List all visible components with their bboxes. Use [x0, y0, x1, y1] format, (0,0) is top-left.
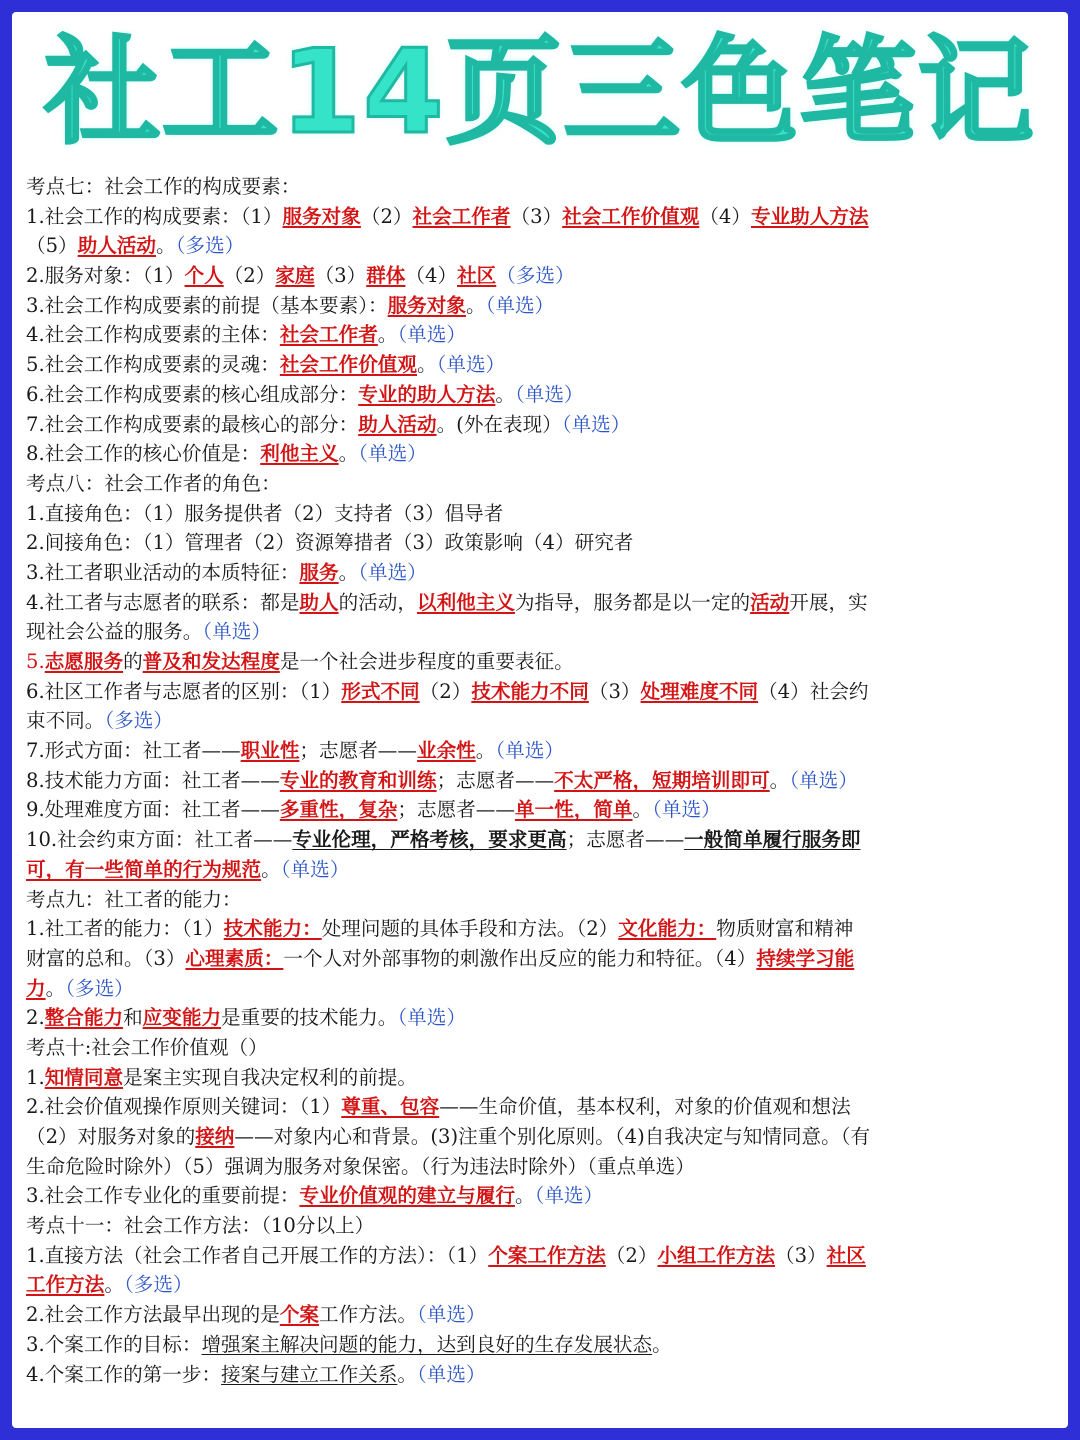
note-line	[26, 677, 1056, 707]
question-type-tag: （单选）	[534, 1184, 604, 1208]
note-text: 1.社会工作的构成要素：（1）	[26, 204, 283, 228]
key-term: 专业助人方法	[750, 204, 869, 228]
note-line	[26, 1092, 1056, 1122]
key-term: 业余性	[416, 739, 476, 763]
note-text: ；志愿者——	[299, 739, 417, 763]
note-line	[26, 558, 1056, 588]
key-term: 文化能力：	[618, 917, 717, 941]
key-term: 多重性，复杂	[279, 798, 398, 822]
note-text: （3）	[314, 264, 367, 288]
question-type-tag: （单选）	[416, 1362, 486, 1386]
note-text: 2.间接角色：（1）管理者（2）资源筹措者（3）政策影响（4）研究者	[26, 531, 634, 555]
note-text: 8.社会工作的核心价值是：	[26, 442, 261, 466]
key-term: 社区	[826, 1243, 866, 1267]
note-text: ；志愿者——	[397, 798, 515, 822]
note-text: ——生命价值，基本权利，对象的价值观和想法	[439, 1095, 851, 1119]
note-text: ；志愿者——	[436, 768, 555, 792]
note-text: 1.直接方法（社会工作者自己开展工作的方法）：（1）	[26, 1243, 489, 1267]
key-term: 职业性	[240, 739, 300, 763]
key-term: 持续学习能	[756, 946, 855, 970]
note-text: 是案主实现自我决定权利的前提。	[123, 1065, 417, 1089]
note-line	[26, 380, 1056, 410]
note-text: （4）社会约	[758, 679, 869, 703]
note-line	[26, 439, 1056, 469]
note-line	[26, 1063, 1056, 1093]
question-type-tag: （单选）	[202, 620, 271, 644]
note-line	[26, 855, 1056, 885]
note-text: 。	[632, 798, 653, 822]
question-type-tag: （多选）	[496, 264, 575, 288]
note-text: 3.个案工作的目标：	[26, 1332, 202, 1356]
question-type-tag: （多选）	[65, 976, 134, 1000]
note-text: 9.处理难度方面：社工者——	[26, 798, 280, 822]
key-term: 接纳	[195, 1125, 235, 1148]
note-text: （2）对服务对象的	[26, 1125, 196, 1148]
note-text: 6.社会工作构成要素的核心组成部分：	[26, 382, 359, 406]
note-line	[26, 320, 1056, 350]
question-type-tag: （多选）	[123, 1273, 193, 1297]
key-term: 5.	[26, 650, 45, 673]
key-term: 专业的教育和训练	[279, 768, 437, 792]
heading-text: 考点十一：社会工作方法：（10分以上）	[26, 1214, 375, 1238]
note-line	[26, 1181, 1056, 1211]
note-line	[26, 1122, 1056, 1152]
note-text: 财富的总和。（3）	[26, 946, 186, 970]
key-term: 以利他主义	[416, 590, 515, 614]
note-line	[26, 974, 1056, 1004]
key-term: 个案	[279, 1303, 320, 1327]
question-type-tag: （单选）	[358, 560, 427, 584]
note-text: 。	[416, 353, 437, 377]
note-line	[26, 588, 1056, 618]
note-text: 的活动，	[338, 590, 417, 614]
key-term: 助人活动	[77, 234, 157, 258]
note-text: （5）	[26, 234, 78, 258]
key-term: 技术能力：	[223, 917, 322, 941]
note-text: 。	[261, 857, 281, 881]
key-term: 助人活动	[358, 412, 437, 436]
note-line	[26, 231, 1056, 261]
heading-text: 考点十:社会工作价值观（）	[26, 1035, 268, 1059]
note-line	[26, 1003, 1056, 1033]
note-text: 6.社区工作者与志愿者的区别：（1）	[26, 679, 342, 703]
note-text: 5.社会工作构成要素的灵魂：	[26, 353, 280, 377]
section-heading	[26, 172, 1056, 202]
question-type-tag: （单选）	[358, 442, 427, 466]
note-line	[26, 647, 1056, 677]
note-text: 。(外在表现）	[436, 412, 562, 436]
key-term: 助人	[299, 590, 339, 614]
underlined-text: 增强案主解决问题的能力，达到良好的生存发展状态	[201, 1332, 653, 1356]
notes-body	[26, 172, 1056, 1389]
key-term: 社区	[457, 264, 497, 288]
note-line	[26, 410, 1056, 440]
key-term: 个案工作方法	[488, 1243, 606, 1267]
key-term: 应变能力	[142, 1006, 222, 1030]
key-term: 知情同意	[44, 1065, 124, 1089]
key-term: 形式不同	[341, 679, 420, 703]
key-term: 可，有一些简单的行为规范	[26, 857, 262, 881]
section-heading	[26, 1033, 1056, 1063]
note-text: 2.服务对象：（1）	[26, 264, 185, 288]
page-title: 社工14页三色笔记	[44, 25, 1036, 160]
key-term: 普及和发达程度	[142, 650, 280, 673]
note-text: （2）	[419, 679, 472, 703]
note-line	[26, 528, 1056, 558]
key-term: 处理难度不同	[640, 679, 759, 703]
key-term: 社会工作者	[412, 204, 511, 228]
note-line	[26, 291, 1056, 321]
key-term: 社会工作价值观	[279, 353, 417, 377]
note-text: 1.	[26, 1065, 45, 1089]
note-text: 是一个社会进步程度的重要表征。	[279, 650, 574, 673]
note-line	[26, 795, 1056, 825]
note-text: （2）	[360, 204, 413, 228]
note-text: 2.社会工作方法最早出现的是	[26, 1303, 280, 1327]
key-term: 尊重、包容	[341, 1095, 440, 1119]
question-type-tag: （多选）	[104, 709, 173, 733]
key-term: 心理素质：	[185, 946, 284, 970]
note-text: 7.社会工作构成要素的最核心的部分：	[26, 412, 359, 436]
question-type-tag: （单选）	[652, 798, 721, 822]
note-text: 。	[377, 323, 398, 347]
note-text: 。	[652, 1332, 672, 1356]
note-text: 3.社工者职业活动的本质特征：	[26, 560, 300, 584]
note-text: 处理问题的具体手段和方法。（2）	[321, 917, 619, 941]
question-type-tag: （单选）	[416, 1303, 486, 1327]
note-text: 是重要的技术能力。	[221, 1006, 398, 1030]
note-text: 。	[338, 560, 359, 584]
underlined-text: 一般简单履行服务即	[684, 828, 861, 852]
key-term: 服务对象	[282, 204, 361, 228]
note-text: ；志愿者——	[566, 828, 685, 852]
note-line	[26, 499, 1056, 529]
key-term: 社会工作者	[279, 323, 378, 347]
question-type-tag: （多选）	[175, 234, 245, 258]
note-text: （2）	[605, 1243, 658, 1267]
key-term: 工作方法	[26, 1273, 105, 1297]
note-text: 4.社会工作构成要素的主体：	[26, 323, 280, 347]
note-text: 的	[123, 650, 143, 673]
note-text: 1.直接角色：（1）服务提供者（2）支持者（3）倡导者	[26, 501, 504, 525]
key-term: 志愿服务	[44, 650, 124, 673]
note-line	[26, 1360, 1056, 1390]
note-text: 。	[495, 382, 515, 406]
key-term: 群体	[366, 264, 406, 288]
note-line	[26, 825, 1056, 855]
question-type-tag: （单选）	[789, 768, 858, 792]
note-text: 。	[397, 1362, 417, 1386]
note-text: 1.社工者的能力：（1）	[26, 917, 224, 941]
note-line	[26, 736, 1056, 766]
note-text: 7.形式方面：社工者——	[26, 739, 241, 763]
note-line	[26, 1300, 1056, 1330]
note-text: 。	[769, 768, 790, 792]
question-type-tag: （单选）	[561, 412, 631, 436]
question-type-tag: （单选）	[436, 353, 506, 377]
note-text: 。	[475, 739, 496, 763]
note-text: （4）	[405, 264, 458, 288]
note-text: ——对象内心和背景。(3)注重个别化原则。（4)自我决定与知情同意。（有	[234, 1125, 871, 1148]
note-text: 。	[465, 293, 486, 317]
note-line	[26, 1330, 1056, 1360]
key-term: 利他主义	[260, 442, 339, 466]
note-text: 。	[104, 1273, 124, 1297]
note-text: （2）	[223, 264, 276, 288]
heading-text: 考点九：社工者的能力：	[26, 887, 242, 911]
note-text: 束不同。	[26, 709, 105, 733]
key-term: 服务对象	[387, 293, 466, 317]
note-line	[26, 1152, 1056, 1182]
note-text: 为指导，服务都是以一定的	[514, 590, 751, 614]
note-text: 8.技术能力方面：社工者——	[26, 768, 280, 792]
key-term: 社会工作价值观	[562, 204, 700, 228]
note-line	[26, 766, 1056, 796]
note-text: （4）	[699, 204, 751, 228]
note-text: 3.社会工作构成要素的前提（基本要素）：	[26, 293, 388, 317]
note-text: 一个人对外部事物的刺激作出反应的能力和特征。（4）	[283, 946, 757, 970]
heading-text: 考点七：社会工作的构成要素：	[26, 175, 301, 198]
note-line	[26, 617, 1056, 647]
note-line	[26, 914, 1056, 944]
question-type-tag: （单选）	[397, 323, 466, 347]
underlined-text: 接案与建立工作关系	[221, 1362, 398, 1386]
note-text: 。	[156, 234, 176, 258]
key-term: 技术能力不同	[471, 679, 589, 703]
note-text: 。	[45, 976, 66, 1000]
key-term: 整合能力	[44, 1006, 124, 1030]
key-term: 活动	[750, 590, 790, 614]
note-line	[26, 1270, 1056, 1300]
note-text: 4.个案工作的第一步：	[26, 1362, 222, 1386]
note-line	[26, 944, 1056, 974]
note-line	[26, 350, 1056, 380]
note-page	[12, 12, 1068, 1428]
section-heading	[26, 885, 1056, 915]
section-heading	[26, 469, 1056, 499]
key-term: 力	[26, 976, 46, 1000]
note-text: 10.社会约束方面：社工者——	[26, 828, 293, 852]
note-text: 工作方法。	[319, 1303, 417, 1327]
note-text: （3）	[510, 204, 563, 228]
note-text: 开展，实	[789, 590, 868, 614]
note-text: 生命危险时除外）（5）强调为服务对象保密。（行为违法时除外）（重点单选）	[26, 1154, 695, 1178]
key-term: 家庭	[275, 264, 315, 288]
note-text: 。	[338, 442, 359, 466]
question-type-tag: （单选）	[514, 382, 584, 406]
question-type-tag: （单选）	[485, 293, 555, 317]
note-text: 和	[123, 1006, 143, 1030]
note-text: 3.社会工作专业化的重要前提：	[26, 1184, 300, 1208]
key-term: 服务	[299, 560, 339, 584]
key-term: 不太严格，短期培训即可	[554, 768, 770, 792]
question-type-tag: （单选）	[495, 739, 564, 763]
note-text: （3）	[775, 1243, 827, 1267]
key-term: 单一性，简单	[514, 798, 633, 822]
key-term: 专业的助人方法	[358, 382, 496, 406]
note-line	[26, 706, 1056, 736]
note-line	[26, 1241, 1056, 1271]
note-text: 。	[514, 1184, 535, 1208]
underlined-text: 专业伦理，严格考核，要求更高	[292, 828, 567, 852]
note-text: 2.社会价值观操作原则关键词：（1）	[26, 1095, 342, 1119]
question-type-tag: （单选）	[397, 1006, 466, 1030]
note-text: 2.	[26, 1006, 45, 1030]
question-type-tag: （单选）	[280, 857, 350, 881]
heading-text: 考点八：社会工作者的角色：	[26, 471, 281, 495]
key-term: 专业价值观的建立与履行	[299, 1184, 515, 1208]
key-term: 小组工作方法	[657, 1243, 775, 1267]
note-text: 4.社工者与志愿者的联系：都是	[26, 590, 300, 614]
note-text: 现社会公益的服务。	[26, 620, 203, 644]
note-line	[26, 261, 1056, 291]
note-line	[26, 202, 1056, 232]
note-text: 物质财富和精神	[716, 917, 854, 941]
key-term: 个人	[184, 264, 224, 288]
section-heading	[26, 1211, 1056, 1241]
note-text: （3）	[588, 679, 641, 703]
